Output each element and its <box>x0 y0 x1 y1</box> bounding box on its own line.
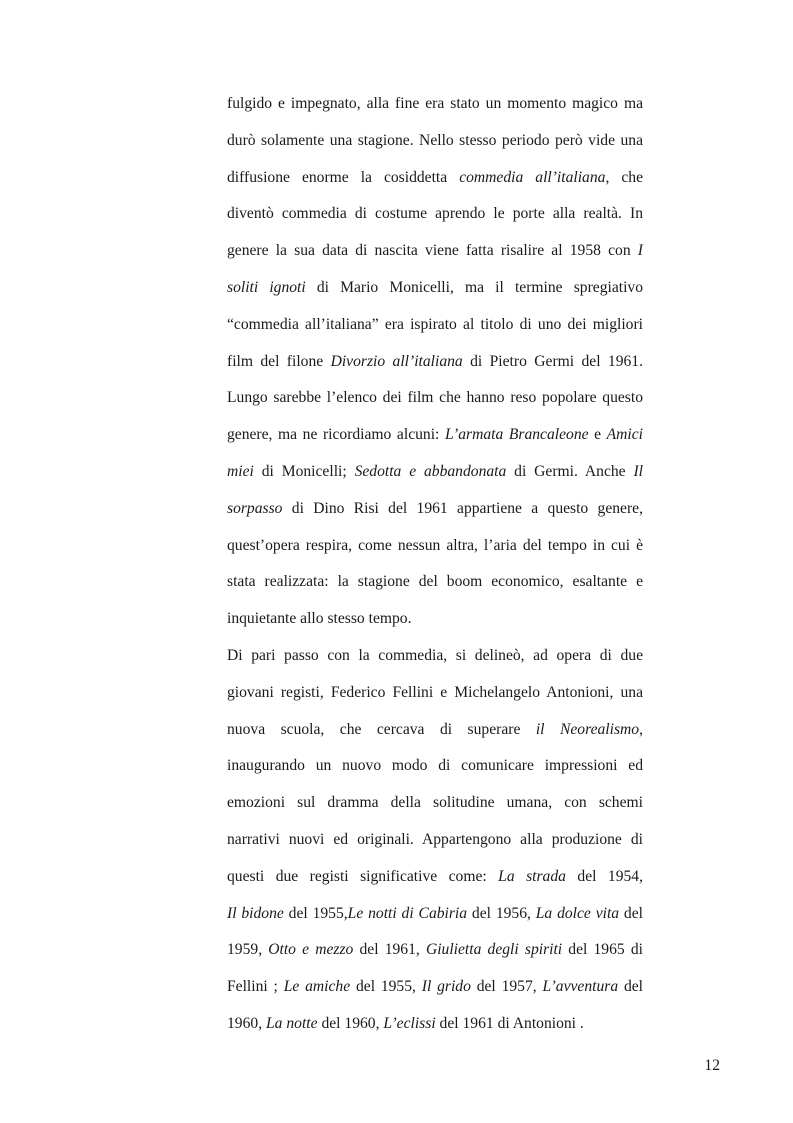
text-run: diffusione enorme la cosiddetta <box>227 168 460 186</box>
text-run: , <box>639 720 643 738</box>
text-run: di Mario Monicelli, ma il termine spregiativo <box>305 278 644 296</box>
text-run: del <box>619 904 643 922</box>
text-line <box>227 344 643 381</box>
text-run: giovani registi, Federico Fellini e Michelangelo Antonioni, una <box>227 683 643 701</box>
text-run: e <box>588 426 607 444</box>
italic-title: La notte <box>265 1014 318 1032</box>
text-run: Fellini ; <box>227 978 284 996</box>
text-run: del <box>618 978 643 996</box>
text-line <box>227 564 643 601</box>
text-line <box>227 748 643 785</box>
text-run: quest’opera respira, come nessun altra, l’aria del tempo in cui è <box>227 536 643 554</box>
text-line <box>227 1006 643 1043</box>
text-line <box>227 86 643 123</box>
text-run: di Dino Risi del 1961 appartiene a questo genere, <box>282 499 643 517</box>
text-run: del 1955, <box>283 904 348 922</box>
italic-title: soliti ignoti <box>227 278 306 296</box>
text-line <box>227 123 643 160</box>
text-line <box>227 491 643 528</box>
body-text <box>227 86 643 1043</box>
text-run: del 1956, <box>467 904 536 922</box>
text-line <box>227 454 643 491</box>
italic-title: sorpasso <box>227 499 283 517</box>
text-line <box>227 896 643 933</box>
text-run: nuova scuola, che cercava di superare <box>227 720 536 738</box>
text-line <box>227 675 643 712</box>
text-line <box>227 160 643 197</box>
italic-title: I <box>637 242 643 260</box>
text-run: , che <box>605 168 643 186</box>
text-run: di Pietro Germi del 1961. <box>462 352 644 370</box>
text-line <box>227 380 643 417</box>
text-run: del 1960, <box>317 1014 384 1032</box>
italic-title: La dolce vita <box>535 904 620 922</box>
text-line <box>227 233 643 270</box>
text-run: fulgido e impegnato, alla fine era stato un momento magico ma <box>227 95 643 112</box>
italic-title: il Neorealismo <box>535 720 640 738</box>
text-line <box>227 417 643 454</box>
italic-title: Amici <box>606 426 643 444</box>
text-run: inquietante allo stesso tempo. <box>227 610 412 628</box>
text-run: genere, ma ne ricordiamo alcuni: <box>227 426 445 444</box>
text-run: del 1961 di Antonioni . <box>435 1014 584 1032</box>
italic-title: L’eclissi <box>383 1014 436 1032</box>
text-run: film del filone <box>227 352 331 370</box>
text-line <box>227 601 643 638</box>
italic-title: Le amiche <box>283 978 351 996</box>
text-run: del 1955, <box>350 978 422 996</box>
text-run: Di pari passo con la commedia, si delineò, ad opera di due <box>227 646 643 664</box>
text-run: durò solamente una stagione. Nello stesso periodo però vide una <box>227 131 643 149</box>
italic-title: Sedotta e abbandonata <box>354 462 507 480</box>
text-run: del 1961, <box>353 941 426 959</box>
text-run: del 1965 di <box>562 941 643 959</box>
text-line <box>227 712 643 749</box>
text-run: Lungo sarebbe l’elenco dei film che hanno reso popolare questo <box>227 389 643 407</box>
page-number: 12 <box>704 1057 720 1074</box>
italic-title: Le notti di Cabiria <box>347 904 468 922</box>
text-line <box>227 785 643 822</box>
italic-title: La strada <box>498 867 566 885</box>
text-line <box>227 270 643 307</box>
text-line <box>227 822 643 859</box>
text-line <box>227 969 643 1006</box>
italic-title: Divorzio all’italiana <box>330 352 463 370</box>
text-line <box>227 638 643 675</box>
text-run: 1960, <box>227 1014 266 1032</box>
text-run: “commedia all’italiana” era ispirato al titolo di uno dei migliori <box>227 315 643 333</box>
text-run: del 1957, <box>470 978 543 996</box>
italic-title: Il bidone <box>227 904 284 922</box>
italic-title: Il grido <box>421 978 471 996</box>
text-line <box>227 932 643 969</box>
text-run: inaugurando un nuovo modo di comunicare impressioni ed <box>227 757 643 775</box>
text-line <box>227 196 643 233</box>
text-line <box>227 307 643 344</box>
italic-title: Otto e mezzo <box>268 941 354 959</box>
text-run: 1959, <box>227 941 269 959</box>
text-run: emozioni sul dramma della solitudine umana, con schemi <box>227 794 643 812</box>
italic-title: Il <box>633 462 643 480</box>
italic-title: commedia all’italiana <box>459 168 606 186</box>
text-run: di Monicelli; <box>253 462 355 480</box>
text-run: narrativi nuovi ed originali. Appartengono alla produzione di <box>227 830 643 848</box>
italic-title: miei <box>227 462 254 480</box>
text-run: genere la sua data di nascita viene fatta risalire al 1958 con <box>227 242 638 260</box>
text-run: diventò commedia di costume aprendo le porte alla realtà. In <box>227 205 643 223</box>
text-run: questi due registi significative come: <box>227 867 499 885</box>
italic-title: L’avventura <box>542 978 619 996</box>
text-run: del 1954, <box>565 867 643 885</box>
italic-title: Giulietta degli spiriti <box>425 941 563 959</box>
text-line <box>227 859 643 896</box>
text-line <box>227 528 643 565</box>
italic-title: L’armata Brancaleone <box>444 426 589 444</box>
text-run: stata realizzata: la stagione del boom economico, esaltante e <box>227 573 643 591</box>
text-run: di Germi. Anche <box>506 462 634 480</box>
